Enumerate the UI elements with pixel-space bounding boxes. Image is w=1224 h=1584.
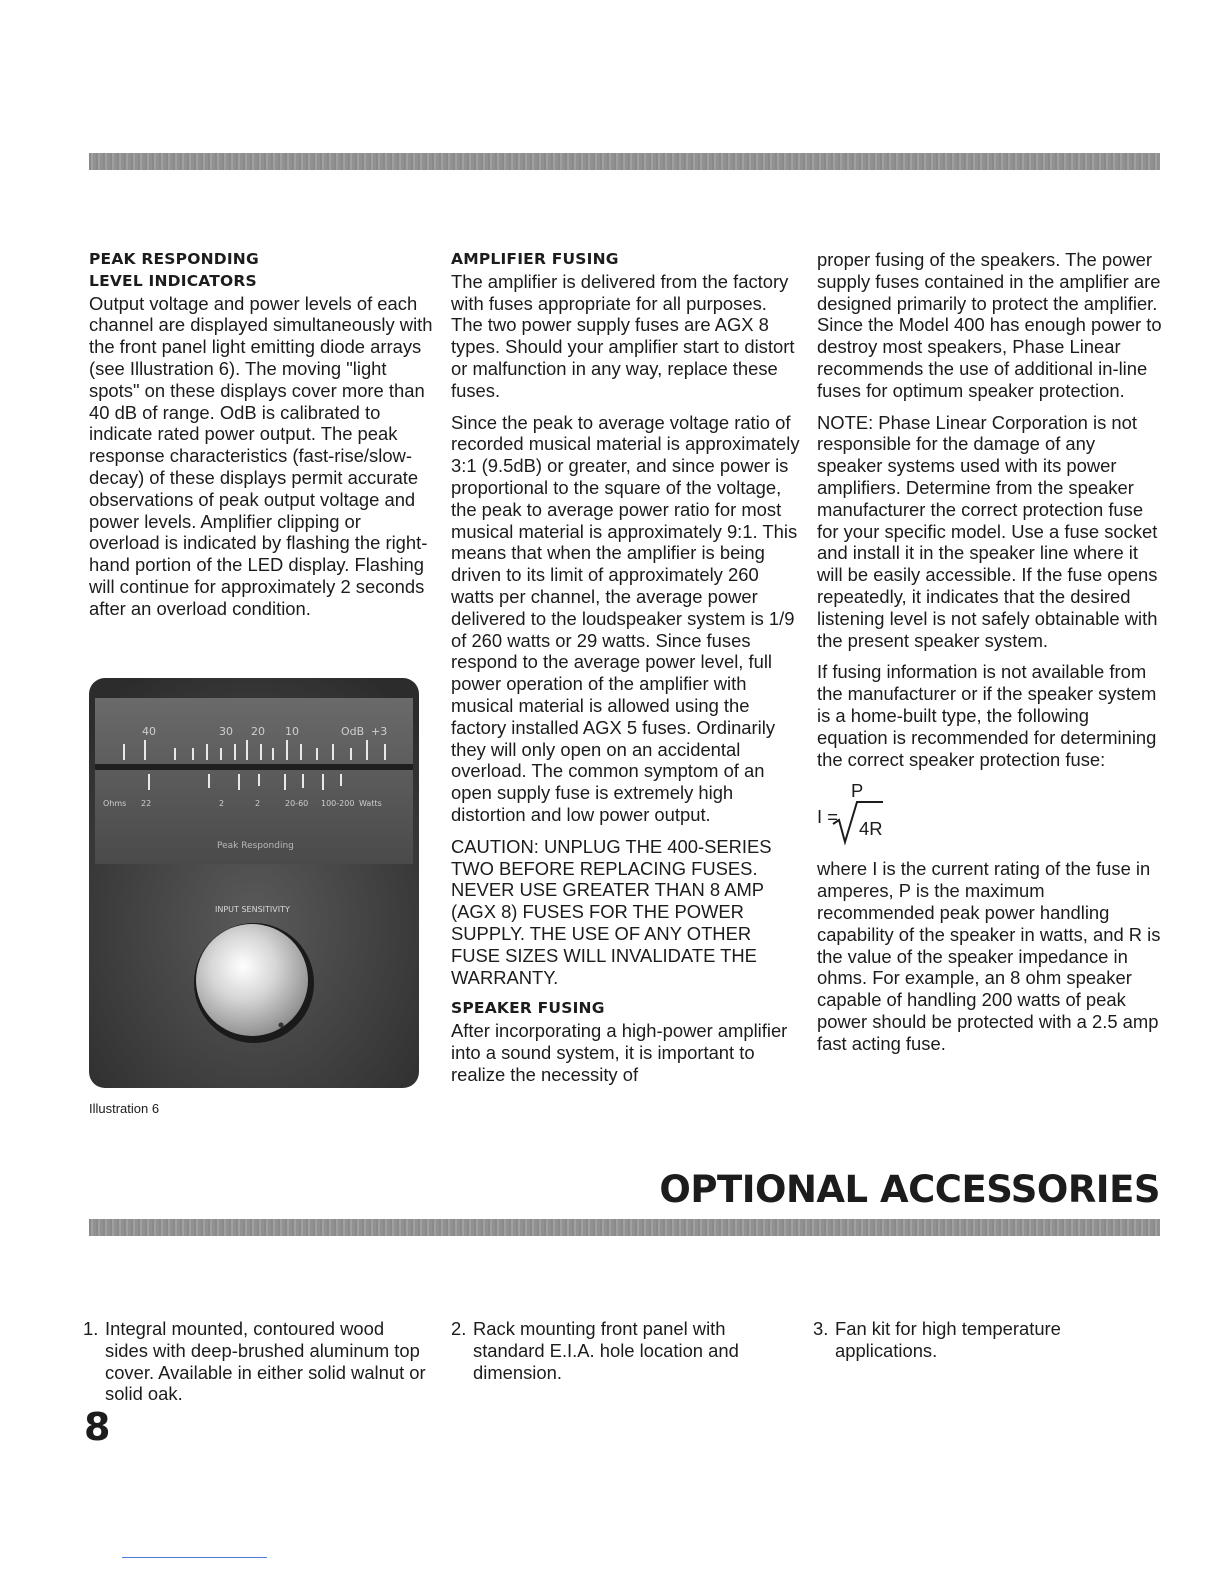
- column-amplifier-fusing: [451, 249, 801, 1095]
- peak-indicators-paragraph: Output voltage and power levels of each channel are displayed simultaneously with the front panel light emitting diode arrays (see Illustration 6). The moving "light spots" on these displays cover more than 40 dB of range. OdB is calibrated to indicate rated power output. The peak response characteristics (fast-rise/slow-decay) of these displays permit accurate observations of peak output voltage and power levels. Amplifier clipping or overload is indicated by flashing the right-hand portion of the LED display. Flashing will continue for approximately 2 seconds after an overload condition.: [89, 292, 433, 619]
- speaker-fusing-continued-paragraph: proper fusing of the speakers. The power supply fuses contained in the amplifier are designed primarily to protect the amplifier. Since the Model 400 has enough power to destroy most speakers, Phase Linear recommends the use of additional in-line fuses for optimum speaker protection.: [817, 249, 1162, 401]
- section-heading-peak-line1: PEAK RESPONDING: [89, 250, 259, 268]
- equation-lhs: I =: [817, 806, 838, 828]
- peak-responding-label: Peak Responding: [217, 841, 294, 851]
- equation-denominator: 4R: [859, 818, 883, 840]
- meter-bottom-watts: Watts: [359, 799, 382, 808]
- amplifier-fusing-paragraph-2: Since the peak to average voltage ratio of recorded musical material is approximately 3:1 (9.5dB) or greater, and since power is proportional to the square of the voltage, the peak to average power ratio for most musical material is approximately 9:1. This means that when the amplifier is being driven to its limit of approximately 260 watts per channel, the average power delivered to the loudspeaker system is 1/9 of 260 watts or 29 watts. Since fuses respond to the average power level, full power operation of the amplifier with musical material is allowed using the factory installed AGX 5 fuses. Ordinarily they will only open on an accidental overload. The common symptom of an open supply fuse is extremely high distortion and low power output.: [451, 411, 800, 825]
- section-heading-speaker-fusing: SPEAKER FUSING: [451, 999, 605, 1018]
- amplifier-fusing-paragraph-1: The amplifier is delivered from the factory with fuses appropriate for all purposes. The two power supply fuses are AGX 8 types. Should your amplifier start to distort or malfunction in any way, replace these fuses.: [451, 270, 795, 401]
- column-peak-indicators: [89, 249, 435, 630]
- accessory-text-3: Fan kit for high temperature applications.: [835, 1318, 1061, 1361]
- speaker-fusing-paragraph: After incorporating a high-power amplifier into a sound system, it is important to realize the necessity of: [451, 1020, 788, 1085]
- equation-explanation-paragraph: where I is the current rating of the fuse in amperes, P is the maximum recommended peak power handling capability of the speaker in watts, and R is the value of the speaker impedance in ohms. For example, an 8 ohm speaker capable of handling 200 watts of peak power should be protected with a 2.5 amp fast acting fuse.: [817, 858, 1161, 1054]
- top-rule-bar: [89, 153, 1160, 170]
- optional-accessories-title: OPTIONAL ACCESSORIES: [659, 1168, 1160, 1211]
- input-sensitivity-label: INPUT SENSITIVITY: [215, 905, 290, 914]
- meter-scale-10: 10: [285, 725, 299, 738]
- accessory-text-2: Rack mounting front panel with standard E.I.A. hole location and dimension.: [473, 1318, 739, 1383]
- meter-bottom-22: 22: [141, 799, 152, 808]
- meter-scale-plus3: +3: [371, 725, 388, 738]
- meter-scale-40: 40: [142, 725, 156, 738]
- equation-numerator: P: [851, 780, 864, 802]
- accessory-item-1: [83, 1318, 428, 1405]
- accessory-number-1: 1.: [83, 1318, 99, 1339]
- accessory-number-3: 3.: [813, 1318, 829, 1339]
- caution-paragraph: CAUTION: UNPLUG THE 400-SERIES TWO BEFORE REPLACING FUSES. NEVER USE GREATER THAN 8 AMP (AGX 8) FUSES FOR THE POWER SUPPLY. THE USE OF ANY OTHER FUSE SIZES WILL INVALIDATE THE WARRANTY.: [451, 835, 772, 988]
- bottom-rule-bar: [89, 1219, 1160, 1236]
- meter-bottom-20-60: 20-60: [285, 799, 309, 808]
- input-sensitivity-knob: [196, 924, 308, 1036]
- fusing-info-paragraph: If fusing information is not available from the manufacturer or if the speaker system is a home-built type, the following equation is recommended for determining the correct speaker protection fuse:: [817, 661, 1157, 770]
- accessory-item-2: [451, 1318, 786, 1383]
- meter-scale-0db: OdB: [341, 725, 365, 738]
- meter-bottom-ohms: Ohms: [103, 799, 127, 808]
- footer-rule: [122, 1557, 267, 1558]
- note-paragraph: NOTE: Phase Linear Corporation is not responsible for the damage of any speaker systems used with its power amplifiers. Determine from the speaker manufacturer the correct protection fuse for your specific model. Use a fuse socket and install it in the speaker line where it will be easily accessible. If the fuse opens repeatedly, it indicates that the desired listening level is not safely obtainable with the present speaker system.: [817, 411, 1158, 651]
- square-root-sign: [817, 780, 897, 854]
- fuse-equation: [817, 780, 1162, 854]
- meter-scale-20: 20: [251, 725, 265, 738]
- meter-bottom-2a: 2: [219, 799, 225, 808]
- knob-indicator-dot: [279, 1023, 284, 1028]
- section-heading-peak-line2: LEVEL INDICATORS: [89, 271, 257, 290]
- accessory-item-3: [813, 1318, 1143, 1362]
- accessory-number-2: 2.: [451, 1318, 467, 1339]
- column-speaker-fusing-cont: [817, 249, 1162, 1065]
- meter-scale-30: 30: [219, 725, 233, 738]
- accessory-text-1: Integral mounted, contoured wood sides with deep-brushed aluminum top cover. Available in either solid walnut or solid oak.: [105, 1318, 426, 1405]
- meter-bottom-100-200: 100-200: [321, 799, 355, 808]
- illustration-caption: Illustration 6: [89, 1101, 160, 1116]
- illustration-front-panel: [89, 678, 419, 1088]
- front-panel-image: [89, 678, 419, 1088]
- page-number: 8: [84, 1405, 111, 1449]
- meter-bottom-2b: 2: [255, 799, 261, 808]
- section-heading-amplifier-fusing: AMPLIFIER FUSING: [451, 250, 619, 268]
